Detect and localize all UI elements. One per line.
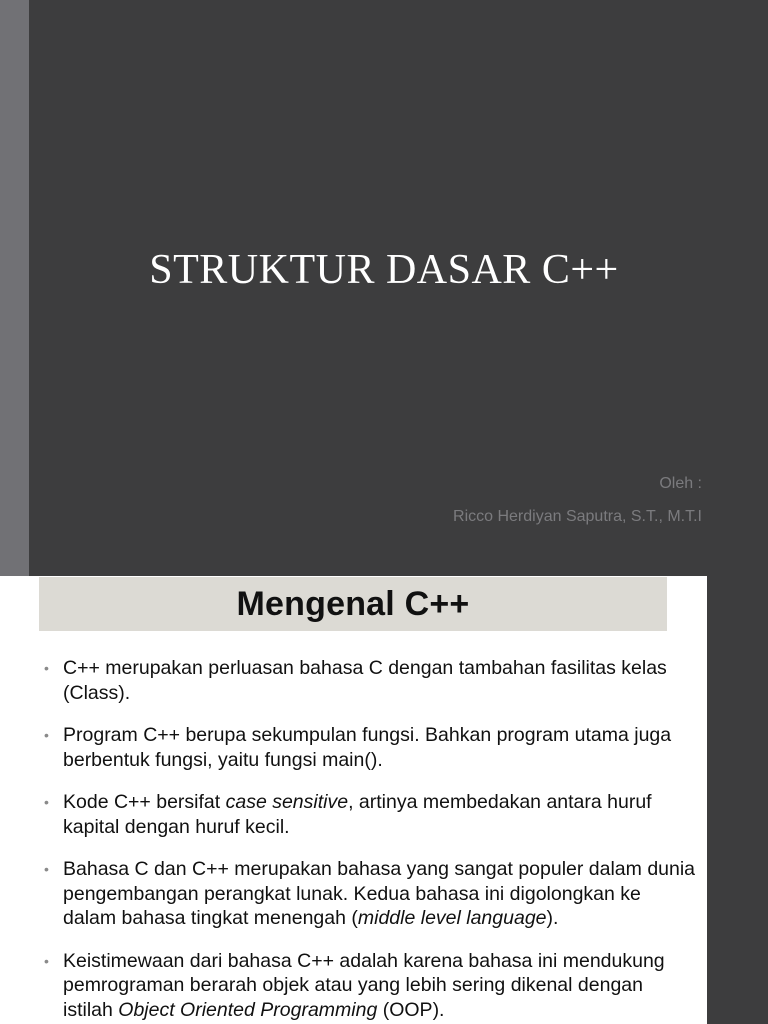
bullet-emphasis: middle level language: [357, 907, 547, 929]
heading-bar: [39, 577, 667, 631]
bullet-text: Keistimewaan dari bahasa C++ adalah karena bahasa ini mendukung pemrograman berarah objek atau yang lebih sering dikenal dengan istilah: [63, 949, 665, 1021]
list-item: [44, 949, 696, 1023]
list-item: [44, 790, 696, 839]
bullet-icon: •: [44, 952, 49, 969]
bullet-icon: •: [44, 727, 49, 743]
bullet-text: ).: [546, 907, 559, 929]
bullet-emphasis: case sensitive: [225, 791, 349, 813]
author-label: Oleh :: [659, 475, 702, 492]
bullet-text: C++ merupakan perluasan bahasa C dengan tambahan fasilitas kelas (Class).: [63, 657, 667, 704]
bullet-icon: •: [44, 660, 49, 676]
bullet-icon: •: [44, 794, 49, 810]
bullet-emphasis: Object Oriented Programming: [118, 998, 378, 1021]
slide-heading: Mengenal C++: [236, 584, 470, 623]
bullet-text: Bahasa C dan C++ merupakan bahasa yang sangat populer dalam dunia pengembangan perangkat lunak. Kedua bahasa ini digolongkan ke dalam bahasa tingkat menengah (: [63, 858, 696, 929]
list-item: [44, 723, 696, 772]
side-accent-strip: [0, 0, 29, 576]
bullet-text: Program C++ berupa sekumpulan fungsi. Bahkan program utama juga berbentuk fungsi, yaitu fungsi main().: [63, 724, 672, 771]
author-name: Ricco Herdiyan Saputra, S.T., M.T.I: [453, 508, 702, 525]
bullet-icon: •: [44, 861, 49, 877]
content-slide: [0, 576, 707, 1024]
slide-title: STRUKTUR DASAR C++: [149, 247, 619, 293]
bullet-list: [44, 656, 696, 1024]
bullet-text: , artinya membedakan antara huruf kapital dengan huruf kecil.: [63, 791, 652, 838]
list-item: [44, 857, 696, 931]
bullet-text: Kode C++ bersifat: [63, 791, 226, 813]
bullet-text: (OOP).: [377, 998, 445, 1021]
list-item: [44, 656, 696, 705]
